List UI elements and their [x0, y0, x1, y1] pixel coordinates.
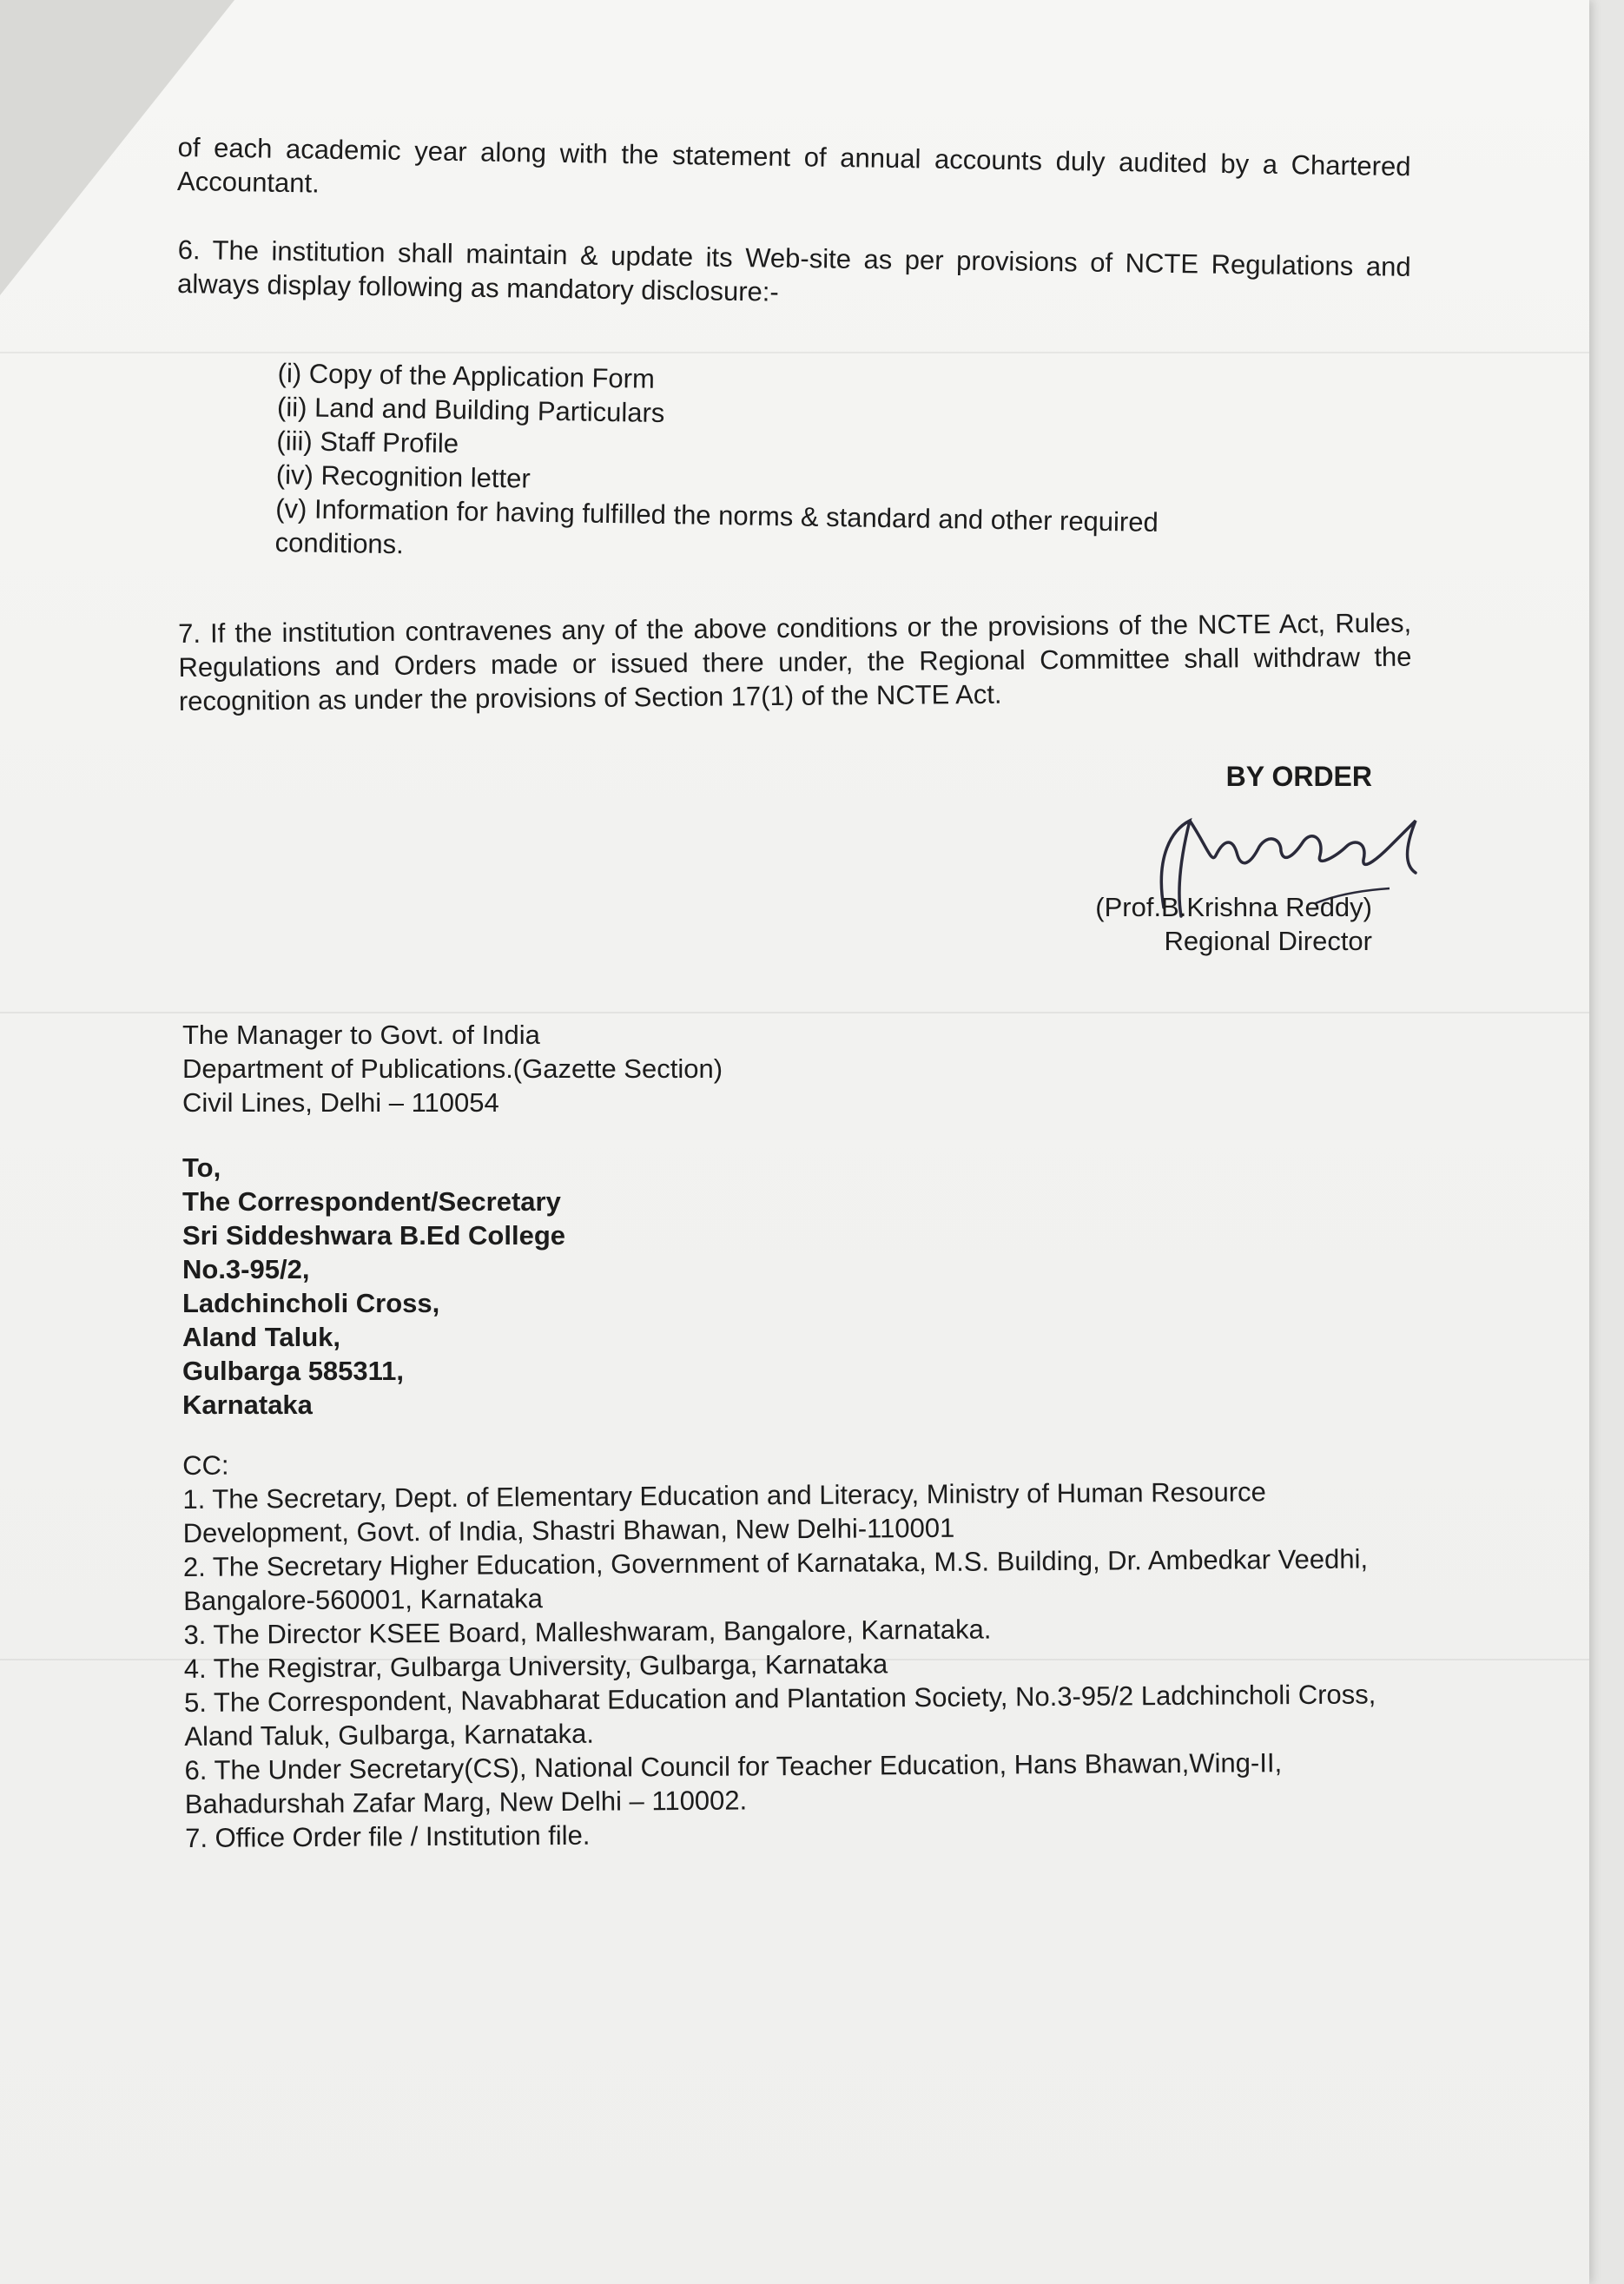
gazette-address	[182, 1018, 723, 1119]
by-order-label: BY ORDER	[1225, 761, 1372, 792]
fold-line	[0, 352, 1589, 353]
fold-line	[0, 1012, 1589, 1013]
address-line: Ladchincholi Cross,	[182, 1288, 440, 1318]
address-line: Department of Publications.(Gazette Section)	[182, 1053, 723, 1084]
signatory-title: Regional Director	[1164, 926, 1372, 956]
cc-list	[182, 1440, 1418, 1855]
list-item: (i) Copy of the Application Form	[277, 357, 656, 394]
signatory-block	[1095, 890, 1372, 958]
address-line: The Manager to Govt. of India	[182, 1020, 540, 1050]
list-item: 4. The Registrar, Gulbarga University, Gulbarga, Karnataka	[183, 1648, 888, 1684]
cc-label: CC:	[182, 1449, 229, 1481]
list-item: (ii) Land and Building Particulars	[276, 391, 665, 429]
paragraph-7: 7. If the institution contravenes any of the above conditions or the provisions of the NCTE Act, Rules, Regulations and Orders made or issued there under, the Regional Committee shall withdraw the recognition as under the provisions of Section 17(1) of the NCTE Act.	[178, 607, 1412, 716]
list-item: 5. The Correspondent, Navabharat Education and Plantation Society, No.3-95/2 Ladchincholi Cross, Aland Taluk, Gulbarga, Karnataka.	[183, 1679, 1376, 1752]
address-line: Sri Siddeshwara B.Ed College	[182, 1220, 566, 1251]
list-item: (iv) Recognition letter	[275, 459, 531, 494]
list-item: 3. The Director KSEE Board, Malleshwaram, Bangalore, Karnataka.	[183, 1614, 992, 1650]
paragraph-5-continuation: of each academic year along with the statement of annual accounts duly audited by a Chartered Accountant.	[176, 131, 1411, 199]
list-item: 7. Office Order file / Institution file.	[185, 1819, 591, 1853]
address-line: Gulbarga 585311,	[182, 1356, 405, 1386]
disclosure-list	[274, 356, 1277, 575]
address-line: No.3-95/2,	[182, 1254, 310, 1284]
address-line: Karnataka	[182, 1390, 313, 1420]
signatory-name: (Prof.B.Krishna Reddy)	[1095, 892, 1372, 922]
paragraph-6: 6. The institution shall maintain & update its Web-site as per provisions of NCTE Regulations and always display following as mandatory disclosure:-	[176, 234, 1411, 307]
list-item: (v) Information for having fulfilled the norms & standard and other required conditions.	[274, 492, 1159, 560]
address-line: To,	[182, 1152, 221, 1183]
recipient-address	[182, 1151, 565, 1422]
address-line: Aland Taluk,	[182, 1322, 341, 1352]
list-item: 1. The Secretary, Dept. of Elementary Education and Literacy, Ministry of Human Resource Development, Govt. of India, Shastri Bhawan, New Delhi-110001	[182, 1476, 1266, 1548]
list-item: (iii) Staff Profile	[276, 425, 459, 459]
address-line: Civil Lines, Delhi – 110054	[182, 1087, 499, 1118]
list-item: 2. The Secretary Higher Education, Government of Karnataka, M.S. Building, Dr. Ambedkar Veedhi, Bangalore-560001, Karnataka	[182, 1543, 1369, 1616]
list-item: 6. The Under Secretary(CS), National Council for Teacher Education, Hans Bhawan,Wing-II, Bahadurshah Zafar Marg, New Delhi – 110002.	[184, 1747, 1283, 1819]
address-line: The Correspondent/Secretary	[182, 1186, 561, 1217]
